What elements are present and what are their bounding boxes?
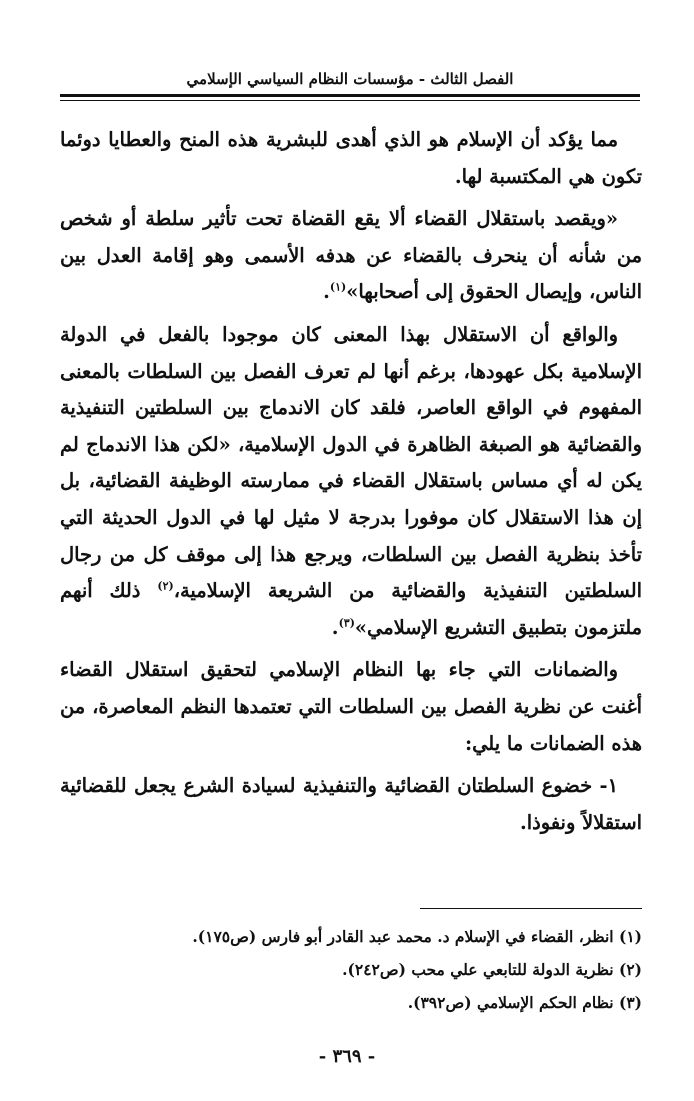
footnote-separator [420, 908, 642, 909]
footnote-3: (٣) نظام الحكم الإسلامي (ص٣٩٢). [407, 993, 642, 1012]
running-header: الفصل الثالث - مؤسسات النظام السياسي الإسلامي [186, 70, 514, 88]
footnote-ref-3[interactable]: (٣) [338, 616, 355, 630]
paragraph-3-text-cont: ذلك أنهم ملتزمون بتطبيق التشريع الإسلامي» [60, 579, 642, 639]
header-rule-thin [60, 100, 640, 101]
paragraph-1 [60, 122, 642, 195]
paragraph-3-tail: . [331, 615, 339, 639]
body-text [60, 122, 642, 841]
footnote-1: (١) انظر، القضاء في الإسلام د. محمد عبد القادر أبو فارس (ص١٧٥). [192, 927, 642, 946]
page-number: - ٣٦٩ - [318, 1046, 376, 1067]
paragraph-2-tail: . [323, 280, 330, 304]
paragraph-5-text: ١- خضوع السلطتان القضائية والتنفيذية لسيادة الشرع يجعل للقضائية استقلالاً ونفوذا. [60, 774, 642, 834]
paragraph-2-text: «ويقصد باستقلال القضاء ألا يقع القضاة تحت تأثير سلطة أو شخص من شأنه أن ينحرف بالقضاء عن هدفه الأسمى وهو إقامة العدل بين الناس، وإيصال الحقوق إلى أصحابها» [60, 207, 642, 304]
paragraph-2 [60, 201, 642, 311]
header-rule-thick [60, 94, 640, 97]
paragraph-4-text: والضمانات التي جاء بها النظام الإسلامي لتحقيق استقلال القضاء أغنت عن نظرية الفصل بين السلطات التي تعتمدها النظم المعاصرة، من هذه الضمانات ما يلي: [60, 658, 642, 755]
footnote-ref-2[interactable]: (٢) [157, 579, 174, 593]
footnote-2: (٢) نظرية الدولة للتابعي علي محب (ص٢٤٢). [342, 960, 642, 979]
footnotes [60, 920, 642, 1019]
footnote-ref-1[interactable]: (١) [329, 280, 347, 294]
paragraph-3-text: والواقع أن الاستقلال بهذا المعنى كان موجودا بالفعل في الدولة الإسلامية بكل عهودها، برغم أنها لم تعرف الفصل بين السلطات بالمعنى المفهوم في الواقع العاصر، فلقد كان الاندماج بين السلطتين التنفيذية والقضائية هو الصبغة الظاهرة في الدول الإسلامية، «لكن هذا الاندماج لم يكن له أي مساس باستقلال القضاء في ممارسته الوظيفة القضائية، بل إن هذا الاستقلال كان موفورا بدرجة لا مثيل لها في الدول الحديثة التي تأخذ بنظرية الفصل بين السلطات، ويرجع هذا إلى موقف كل من رجال السلطتين التنفيذية والقضائية من الشريعة الإسلامية، [60, 322, 643, 603]
paragraph-5 [60, 768, 642, 841]
paragraph-4 [60, 652, 642, 762]
paragraph-3 [60, 317, 642, 646]
paragraph-1-text: مما يؤكد أن الإسلام هو الذي أهدى للبشرية هذه المنح والعطايا دوئما تكون هي المكتسبة لها. [60, 128, 642, 188]
